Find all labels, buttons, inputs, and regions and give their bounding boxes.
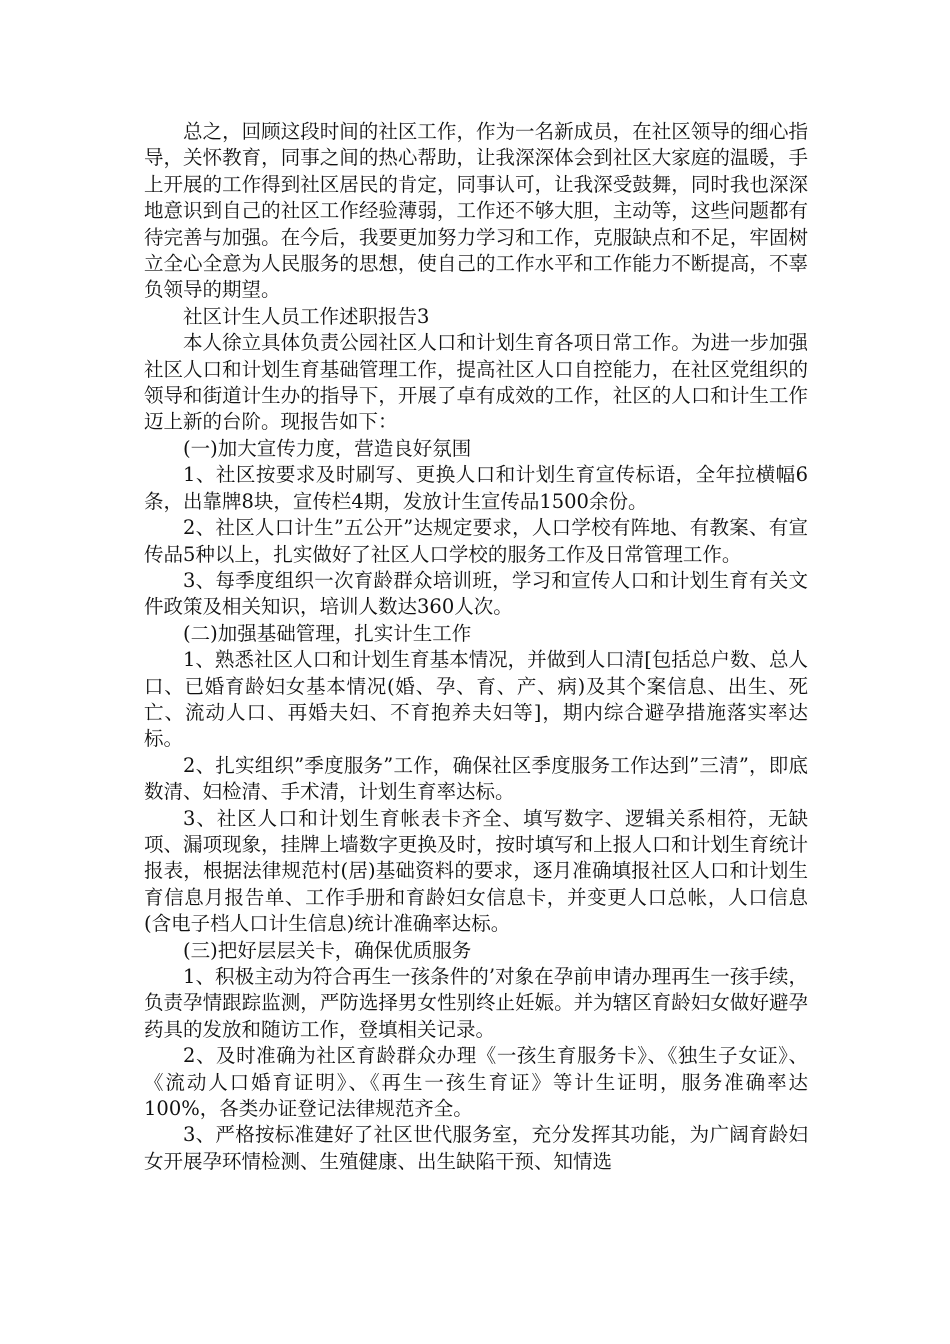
document-page	[144, 119, 808, 1175]
paragraph-2-1: 1、熟悉社区人口和计划生育基本情况，并做到人口清[包括总户数、总人口、已婚育龄妇女基本情况(婚、孕、育、产、病)及其个案信息、出生、死亡、流动人口、再婚夫妇、不育抱养夫妇等]，期内综合避孕措施落实率达标。	[144, 648, 808, 751]
paragraph-2-3: 3、社区人口和计划生育帐表卡齐全、填写数字、逻辑关系相符，无缺项、漏项现象，挂牌上墙数字更换及时，按时填写和上报人口和计划生育统计报表，根据法律规范村(居)基础资料的要求，逐月准确填报社区人口和计划生育信息月报告单、工作手册和育龄妇女信息卡，并变更人口总帐，人口信息(含电子档人口计生信息)统计准确率达标。	[144, 806, 808, 936]
section-heading-1: (一)加大宣传力度，营造良好氛围	[183, 436, 472, 460]
paragraph-1-2: 2、社区人口计生”五公开”达规定要求，人口学校有阵地、有教案、有宣传品5种以上，扎实做好了社区人口学校的服务工作及日常管理工作。	[144, 516, 808, 566]
paragraph-1-1: 1、社区按要求及时刷写、更换人口和计划生育宣传标语，全年拉横幅6条，出靠牌8块，宣传栏4期，发放计生宣传品1500余份。	[144, 463, 808, 513]
paragraph-summary: 总之，回顾这段时间的社区工作，作为一名新成员，在社区领导的细心指导，关怀教育，同事之间的热心帮助，让我深深体会到社区大家庭的温暖，手上开展的工作得到社区居民的肯定，同事认可，让我深受鼓舞，同时我也深深地意识到自己的社区工作经验薄弱，工作还不够大胆，主动等，这些问题都有待完善与加强。在今后，我要更加努力学习和工作，克服缺点和不足，牢固树立全心全意为人民服务的思想，使自己的工作水平和工作能力不断提高，不辜负领导的期望。	[144, 120, 808, 302]
paragraph-3-3: 3、严格按标准建好了社区世代服务室，充分发挥其功能，为广阔育龄妇女开展孕环情检测、生殖健康、出生缺陷干预、知情选	[144, 1123, 808, 1173]
paragraph-2-2: 2、扎实组织”季度服务”工作，确保社区季度服务工作达到”三清”，即底数清、妇检清、手术清，计划生育率达标。	[144, 753, 808, 804]
paragraph-1-3: 3、每季度组织一次育龄群众培训班，学习和宣传人口和计划生育有关文件政策及相关知识，培训人数达360人次。	[144, 568, 808, 619]
paragraph-intro: 本人徐立具体负责公园社区人口和计划生育各项日常工作。为进一步加强社区人口和计划生育基础管理工作，提高社区人口自控能力，在社区党组织的领导和街道计生办的指导下，开展了卓有成效的工作，社区的人口和计生工作迈上新的台阶。现报告如下：	[144, 331, 808, 434]
section-heading-2: (二)加强基础管理，扎实计生工作	[183, 621, 472, 645]
section-heading-3: (三)把好层层关卡，确保优质服务	[183, 938, 472, 962]
report-title: 社区计生人员工作述职报告3	[183, 304, 430, 328]
paragraph-3-2: 2、及时准确为社区育龄群众办理《一孩生育服务卡》、《独生子女证》、《流动人口婚育证明》、《再生一孩生育证》等计生证明，服务准确率达100%，各类办证登记法律规范齐全。	[144, 1044, 808, 1121]
paragraph-3-1: 1、积极主动为符合再生一孩条件的’对象在孕前申请办理再生一孩手续，负责孕情跟踪监测，严防选择男女性别终止妊娠。并为辖区育龄妇女做好避孕药具的发放和随访工作，登填相关记录。	[144, 965, 808, 1041]
